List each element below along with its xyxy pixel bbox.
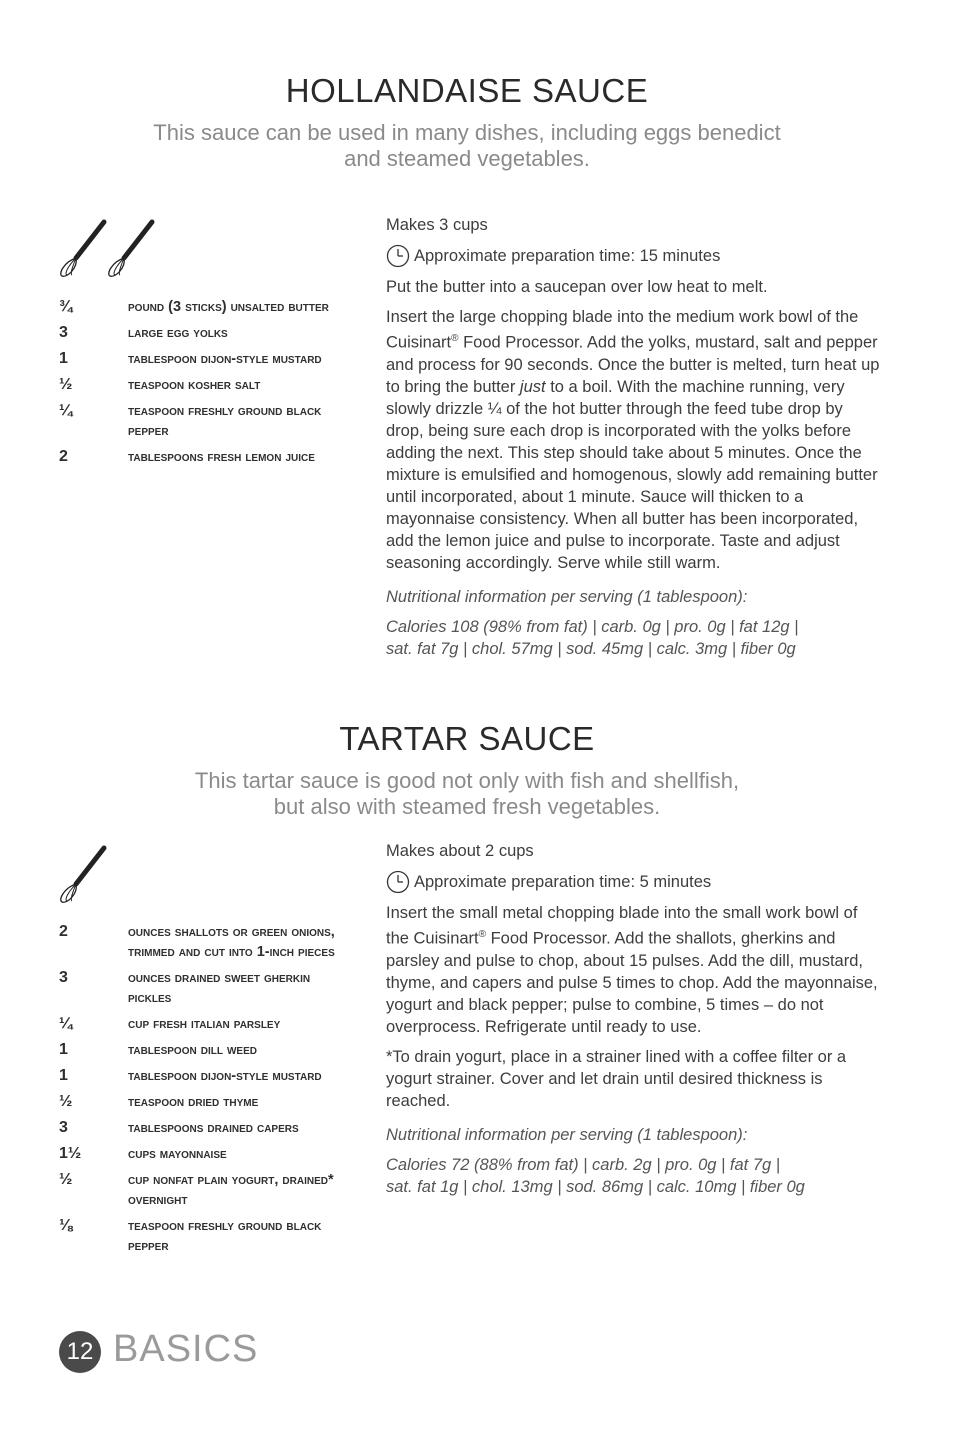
page-number: 12 <box>59 1331 101 1373</box>
nutrition-line: Calories 72 (88% from fat) | carb. 2g | pro. 0g | fat 7g | <box>386 1155 781 1174</box>
step-text: to a boil. With the machine running, very slowly drizzle ¼ of the hot butter through the feed tube drop by drop, being sure each drop is incorporated with the yolks before adding the next. This step should take about 5 minutes. Once the mixture is emulsified and homogenous, slowly add remaining butter until incorporated, about 1 minute. Sauce will thicken to a mayonnaise consistency. When all butter has been incorporated, add the lemon juice and pulse to incorporate. Taste and adjust seasoning accordingly. Serve while still warm. <box>386 377 878 572</box>
ingredient-text: teaspoon kosher salt <box>128 377 261 393</box>
ingredient-text: tablespoons fresh lemon juice <box>128 449 315 465</box>
method-step <box>386 306 881 574</box>
nutrition-heading: Nutritional information per serving (1 tablespoon): <box>386 1125 748 1144</box>
whisk-icon <box>61 222 104 276</box>
ingredient-text: tablespoons drained capers <box>128 1120 299 1136</box>
prep-time-text: Approximate preparation time: 5 minutes <box>414 873 712 891</box>
ingredient-qty: ⅛ <box>59 1217 73 1234</box>
ingredient-text: tablespoon dijon-style mustard <box>128 351 322 367</box>
ingredient-row <box>59 323 359 343</box>
yield-text: Makes 3 cups <box>386 216 488 234</box>
whisk-icon <box>61 848 104 902</box>
hollandaise-title: HOLLANDAISE SAUCE <box>285 72 649 109</box>
ingredient-text: cups mayonnaise <box>128 1146 227 1162</box>
ingredient-row <box>59 447 359 467</box>
tartar-title: TARTAR SAUCE <box>339 720 595 757</box>
clock-icon <box>386 244 410 268</box>
ingredient-row <box>59 968 359 1008</box>
ingredient-qty: 1 <box>59 1067 68 1084</box>
method-step: *To drain yogurt, place in a strainer lined with a coffee filter or a yogurt strainer. Cover and let drain until desired thickness is reached. <box>386 1047 847 1110</box>
ingredient-text: teaspoon freshly ground black pepper <box>128 1218 322 1254</box>
ingredient-qty: 2 <box>59 448 68 465</box>
ingredient-row <box>59 375 359 395</box>
ingredient-text: ounces drained sweet gherkin pickles <box>128 970 311 1006</box>
ingredient-row <box>59 1066 359 1086</box>
method-step: Put the butter into a saucepan over low heat to melt. <box>386 278 768 296</box>
ingredient-qty: ¾ <box>59 298 73 315</box>
ingredient-qty: ¼ <box>59 1015 73 1032</box>
difficulty-whisks <box>58 842 118 906</box>
tartar-method <box>386 840 881 1198</box>
hollandaise-ingredients <box>59 297 359 473</box>
ingredient-row <box>59 1118 359 1138</box>
subtitle-line: but also with steamed fresh vegetables. <box>273 794 661 819</box>
ingredient-text: tablespoon dill weed <box>128 1042 257 1058</box>
ingredient-qty: ½ <box>59 1171 73 1188</box>
nutrition-line: sat. fat 1g | chol. 13mg | sod. 86mg | calc. 10mg | fiber 0g <box>386 1177 805 1196</box>
difficulty-whisks <box>58 216 168 280</box>
ingredient-row <box>59 1040 359 1060</box>
ingredient-qty: 1 <box>59 1041 68 1058</box>
ingredient-qty: 1 <box>59 350 68 367</box>
step-text: Food Processor. Add the shallots, gherkins and parsley and pulse to chop, about 15 pulses. Add the dill, mustard, thyme, and capers and pulse 5 times to chop. Add the mayonnaise, yogurt and black pepper; pulse to combine, 5 times – do not overprocess. Refrigerate until ready to use. <box>386 929 878 1036</box>
ingredient-qty: ½ <box>59 1093 73 1110</box>
clock-icon <box>386 870 410 894</box>
ingredient-text: large egg yolks <box>128 325 228 341</box>
tartar-ingredients <box>59 922 359 1262</box>
step-text: Insert the large chopping blade into the medium work bowl of the Cuisinart <box>386 308 859 352</box>
ingredient-row <box>59 349 359 369</box>
ingredient-qty: 1½ <box>59 1145 82 1162</box>
ingredient-row <box>59 922 359 962</box>
ingredient-row <box>59 1092 359 1112</box>
nutrition-line: sat. fat 7g | chol. 57mg | sod. 45mg | calc. 3mg | fiber 0g <box>386 639 796 658</box>
prep-time-text: Approximate preparation time: 15 minutes <box>414 247 721 265</box>
registered-mark: ® <box>478 929 487 940</box>
ingredient-row <box>59 1170 359 1210</box>
ingredient-text: cup nonfat plain yogurt, drained* overnight <box>128 1172 334 1208</box>
nutrition-values <box>386 616 881 660</box>
nutrition-line: Calories 108 (98% from fat) | carb. 0g | pro. 0g | fat 12g | <box>386 617 799 636</box>
nutrition-heading: Nutritional information per serving (1 tablespoon): <box>386 587 748 606</box>
ingredient-text: teaspoon freshly ground black pepper <box>128 403 322 439</box>
ingredient-qty: 3 <box>59 969 68 986</box>
subtitle-line: This sauce can be used in many dishes, including eggs benedict <box>153 120 781 145</box>
ingredient-qty: ½ <box>59 376 73 393</box>
ingredient-qty: 3 <box>59 324 68 341</box>
ingredient-text: pound (3 sticks) unsalted butter <box>128 299 329 315</box>
ingredient-text: cup fresh italian parsley <box>128 1016 281 1032</box>
prep-time <box>386 870 881 894</box>
subtitle-line: and steamed vegetables. <box>344 146 590 171</box>
ingredient-text: ounces shallots or green onions, trimmed and cut into 1-inch pieces <box>128 924 335 960</box>
yield-text: Makes about 2 cups <box>386 842 534 860</box>
step-text: Food Processor. Add the yolks, mustard, salt and pepper and process for 90 seconds. Once the butter is melted, turn heat up to bring the butter <box>386 333 880 396</box>
hollandaise-method <box>386 214 881 660</box>
tartar-subtitle <box>0 768 934 820</box>
section-title: BASICS <box>113 1328 259 1370</box>
whisk-icon <box>109 222 152 276</box>
ingredient-row <box>59 401 359 441</box>
step-emphasis: just <box>519 377 546 396</box>
ingredient-row <box>59 1014 359 1034</box>
step-text: Insert the small metal chopping blade into the small work bowl of the Cuisinart <box>386 904 858 948</box>
prep-time <box>386 244 881 268</box>
ingredient-row <box>59 1144 359 1164</box>
method-step <box>386 902 881 1038</box>
ingredient-text: teaspoon dried thyme <box>128 1094 259 1110</box>
ingredient-row <box>59 297 359 317</box>
subtitle-line: This tartar sauce is good not only with fish and shellfish, <box>194 768 740 793</box>
ingredient-row <box>59 1216 359 1256</box>
ingredient-text: tablespoon dijon-style mustard <box>128 1068 322 1084</box>
ingredient-qty: 2 <box>59 923 68 940</box>
hollandaise-subtitle <box>0 120 934 172</box>
nutrition-values <box>386 1154 881 1198</box>
ingredient-qty: ¼ <box>59 402 73 419</box>
registered-mark: ® <box>451 333 459 344</box>
ingredient-qty: 3 <box>59 1119 68 1136</box>
